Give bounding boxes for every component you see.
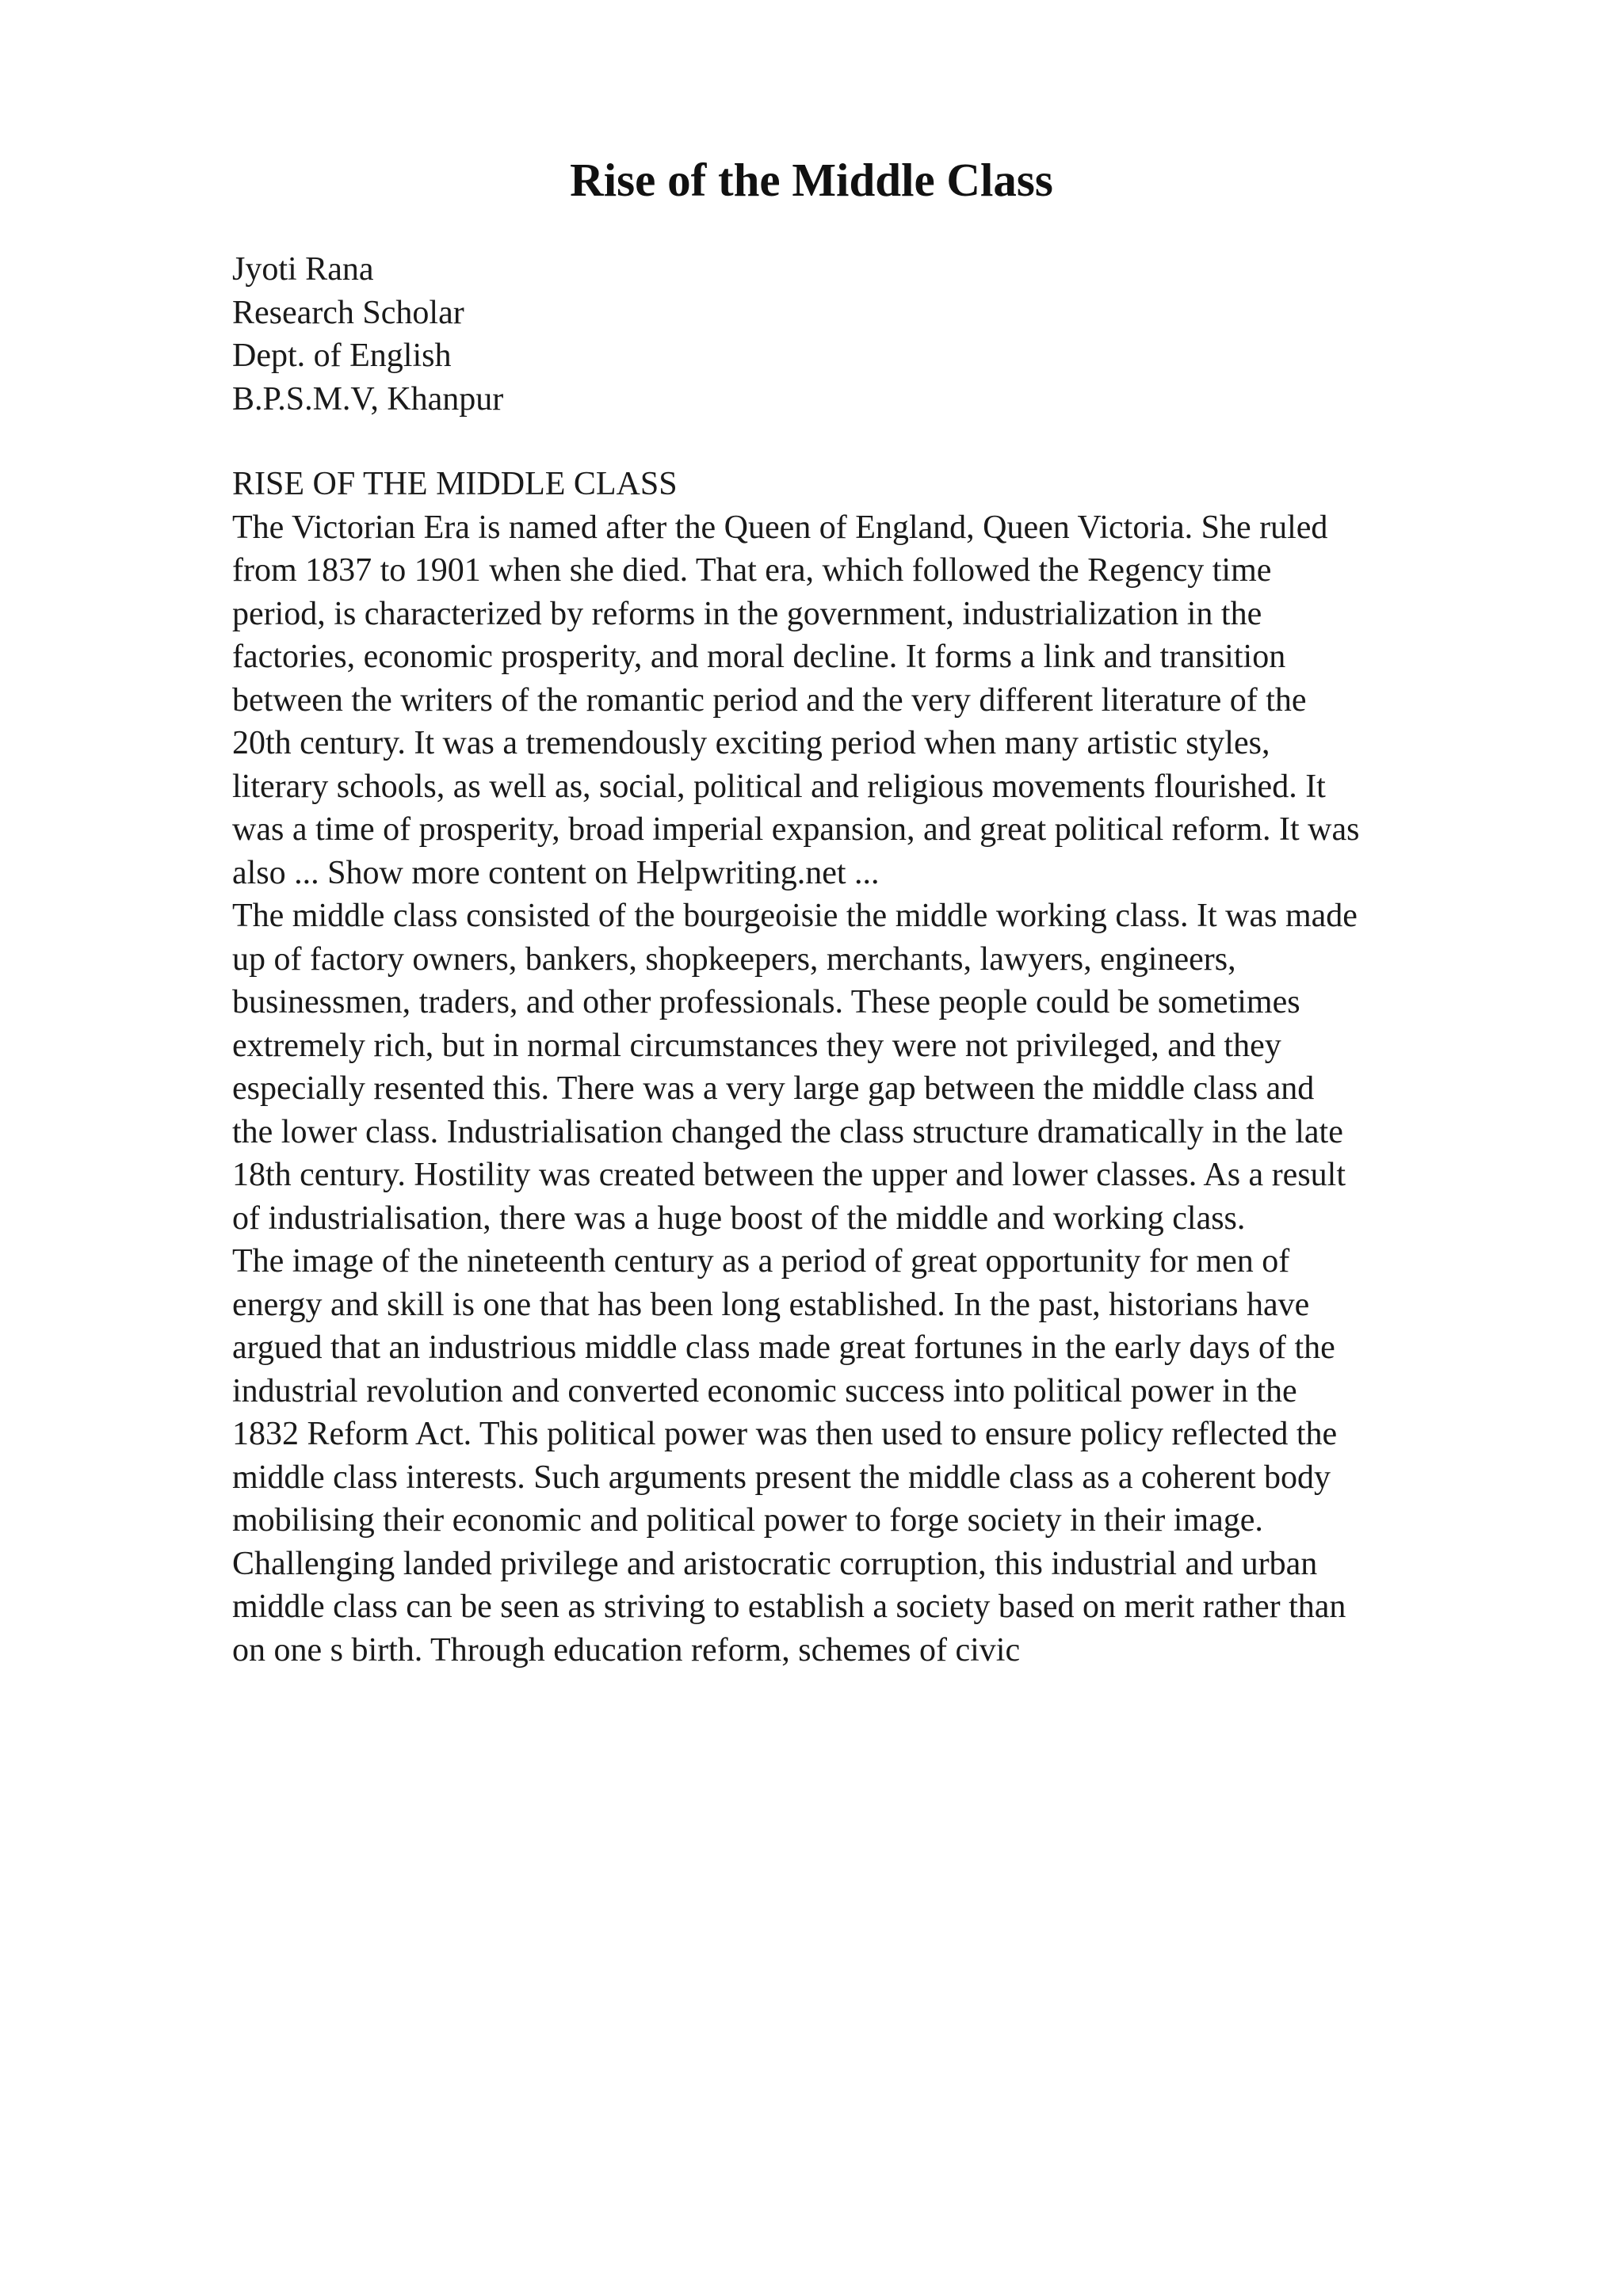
text-line: argued that an industrious middle class made great fortunes in the early days of the [232, 1329, 1335, 1366]
text-line: especially resented this. There was a very large gap between the middle class and [232, 1070, 1315, 1107]
text-line: 1832 Reform Act. This political power was then used to ensure policy reflected the [232, 1416, 1338, 1452]
author-block [232, 248, 503, 421]
text-line: 18th century. Hostility was created between the upper and lower classes. As a result [232, 1157, 1346, 1193]
text-line: period, is characterized by reforms in the government, industrialization in the [232, 595, 1262, 632]
text-line: industrial revolution and converted economic success into political power in the [232, 1372, 1297, 1409]
text-line: was a time of prosperity, broad imperial expansion, and great political reform. It was [232, 811, 1360, 848]
author-department: Dept. of English [232, 338, 452, 374]
text-line: businessmen, traders, and other professionals. These people could be sometimes [232, 984, 1300, 1020]
text-line: The Victorian Era is named after the Queen of England, Queen Victoria. She ruled [232, 509, 1328, 546]
text-line: Challenging landed privilege and aristocratic corruption, this industrial and urban [232, 1545, 1318, 1582]
text-line: factories, economic prosperity, and moral decline. It forms a link and transition [232, 639, 1286, 675]
document-title: Rise of the Middle Class [570, 154, 1053, 206]
author-name: Jyoti Rana [232, 251, 374, 288]
text-line: extremely rich, but in normal circumstances they were not privileged, and they [232, 1027, 1281, 1064]
text-line: from 1837 to 1901 when she died. That era, which followed the Regency time [232, 552, 1272, 589]
text-line: middle class interests. Such arguments present the middle class as a coherent body [232, 1459, 1331, 1496]
section-heading: RISE OF THE MIDDLE CLASS [232, 466, 678, 502]
text-line: between the writers of the romantic period and the very different literature of the [232, 681, 1307, 719]
text-line: on one s birth. Through education reform, schemes of civic [232, 1631, 1021, 1669]
text-line: middle class can be seen as striving to establish a society based on merit rather than [232, 1589, 1346, 1625]
text-line: the lower class. Industrialisation changed the class structure dramatically in the late [232, 1113, 1343, 1150]
text-line: energy and skill is one that has been long established. In the past, historians have [232, 1286, 1310, 1323]
text-line: The middle class consisted of the bourgeoisie the middle working class. It was made [232, 898, 1358, 934]
text-line: literary schools, as well as, social, political and religious movements flourished. It [232, 768, 1326, 805]
text-line: mobilising their economic and political power to forge society in their image. [232, 1502, 1263, 1539]
text-line: also ... Show more content on Helpwriting.net ... [232, 854, 880, 891]
text-line: The image of the nineteenth century as a period of great opportunity for men of [232, 1243, 1290, 1280]
text-line: up of factory owners, bankers, shopkeepers, merchants, lawyers, engineers, [232, 940, 1236, 978]
paragraph [232, 894, 1500, 1240]
author-role: Research Scholar [232, 294, 464, 331]
document-body [232, 463, 1500, 1672]
text-line: 20th century. It was a tremendously exciting period when many artistic styles, [232, 725, 1270, 761]
text-line: of industrialisation, there was a huge boost of the middle and working class. [232, 1199, 1246, 1237]
paragraph [232, 506, 1500, 895]
paragraph [232, 1240, 1500, 1672]
author-institution: B.P.S.M.V, Khanpur [232, 380, 504, 418]
